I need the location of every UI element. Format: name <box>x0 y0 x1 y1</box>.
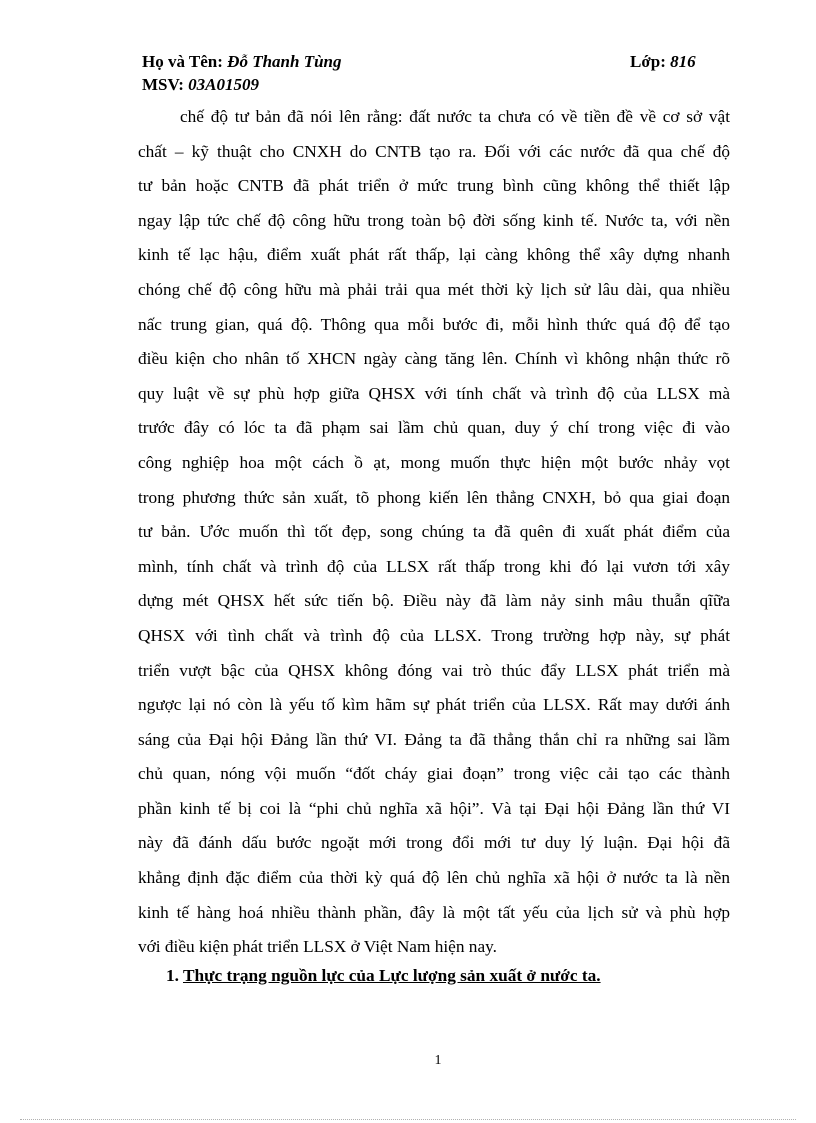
page-boundary-divider <box>20 1119 796 1120</box>
page-number: 1 <box>434 1053 442 1068</box>
body-line: triển vượt bậc của QHSX không đóng vai trò thúc đẩy LLSX phát triển mà <box>138 660 730 680</box>
body-line: nấc trung gian, quá độ. Thông qua mỗi bước đi, mỗi hình thức quá độ để tạo <box>138 314 730 334</box>
body-line: tư bản hoặc CNTB đã phát triển ở mức trung bình cũng không thể thiết lập <box>138 176 730 196</box>
body-line: trong phương thức sản xuất, tõ phong kiến lên thẳng CNXH, bỏ qua giai đoạn <box>138 487 730 507</box>
body-line: công nghiệp hoa một cách ồ ạt, mong muốn thực hiện một bước nhảy vọt <box>138 452 730 472</box>
student-name-value: Đỗ Thanh Tùng <box>227 52 342 71</box>
body-line: chủ quan, nóng vội muốn “đốt cháy giai đoạn” trong việc cải tạo các thành <box>138 764 730 784</box>
body-line: khẳng định đặc điểm của thời kỳ quá độ lên chủ nghĩa xã hội ở nước ta là nền <box>138 868 730 888</box>
body-line: này đã đánh dấu bước ngoặt mới trong đổi mới tư duy lý luận. Đại hội đã <box>138 833 730 853</box>
body-line: phần kinh tế bị coi là “phi chủ nghĩa xã hội”. Và tại Đại hội Đảng lần thứ VI <box>138 798 730 818</box>
body-line: mình, tính chất và trình độ của LLSX rất thấp trong khi đó lại vươn tới xây <box>138 556 730 576</box>
body-line: kinh tế lạc hậu, điểm xuất phát rất thấp, lại càng không thể xây dựng nhanh <box>138 245 730 265</box>
student-id <box>142 75 259 95</box>
body-line: chất – kỹ thuật cho CNXH do CNTB tạo ra. Đối với các nước đã qua chế độ <box>138 141 730 161</box>
body-line: dựng mét QHSX hết sức tiến bộ. Điều này đã làm nảy sinh mâu thuẫn qĩữa <box>138 591 730 611</box>
student-name-label: Họ và Tên: <box>142 52 223 71</box>
body-line: sáng của Đại hội Đảng lần thứ VI. Đảng ta đã thẳng thắn chỉ ra những sai lầm <box>138 729 730 749</box>
body-line: tư bản. Ước muốn thì tốt đẹp, song chúng ta đã quên đi xuất phát điểm của <box>138 522 730 542</box>
body-line: ngay lập tức chế độ công hữu trong toàn bộ đời sống kinh tế. Nước ta, với nền <box>138 210 730 230</box>
body-line: với điều kiện phát triển LLSX ở Việt Nam hiện nay. <box>138 937 497 957</box>
body-line: trước đây có lóc ta đã phạm sai lầm chủ quan, duy ý chí trong việc đi vào <box>138 418 730 438</box>
student-name <box>142 52 342 72</box>
body-line: ngược lại nó còn là yếu tố kìm hãm sự phát triển của LLSX. Rất may dưới ánh <box>138 695 730 715</box>
body-line: chóng chế độ công hữu mà phải trải qua mét thời kỳ lịch sử lâu dài, qua nhiều <box>138 279 730 299</box>
body-line: chế độ tư bản đã nói lên rằng: đất nước ta chưa có về tiền đề về cơ sở vật <box>180 107 730 126</box>
body-line: điều kiện cho nhân tố XHCN ngày càng tăng lên. Chính vì không nhận thức rõ <box>138 349 730 369</box>
body-line: quy luật về sự phù hợp giữa QHSX với tính chất và trình độ của LLSX mà <box>138 383 730 403</box>
section-number: 1. <box>166 966 179 985</box>
student-id-value: 03A01509 <box>188 75 259 94</box>
body-paragraph <box>138 100 730 965</box>
class-info <box>630 52 696 72</box>
section-heading <box>166 966 601 986</box>
class-label: Lớp: <box>630 52 666 71</box>
class-value: 816 <box>670 52 696 71</box>
body-line: kinh tế hàng hoá nhiều thành phần, đây là một tất yếu của lịch sử và phù hợp <box>138 902 730 922</box>
student-id-label: MSV: <box>142 75 184 94</box>
section-title: Thực trạng nguồn lực của Lực lượng sản xuất ở nước ta. <box>182 966 601 985</box>
body-line: QHSX với tình chất và trình độ của LLSX. Trong trường hợp này, sự phát <box>138 625 730 645</box>
